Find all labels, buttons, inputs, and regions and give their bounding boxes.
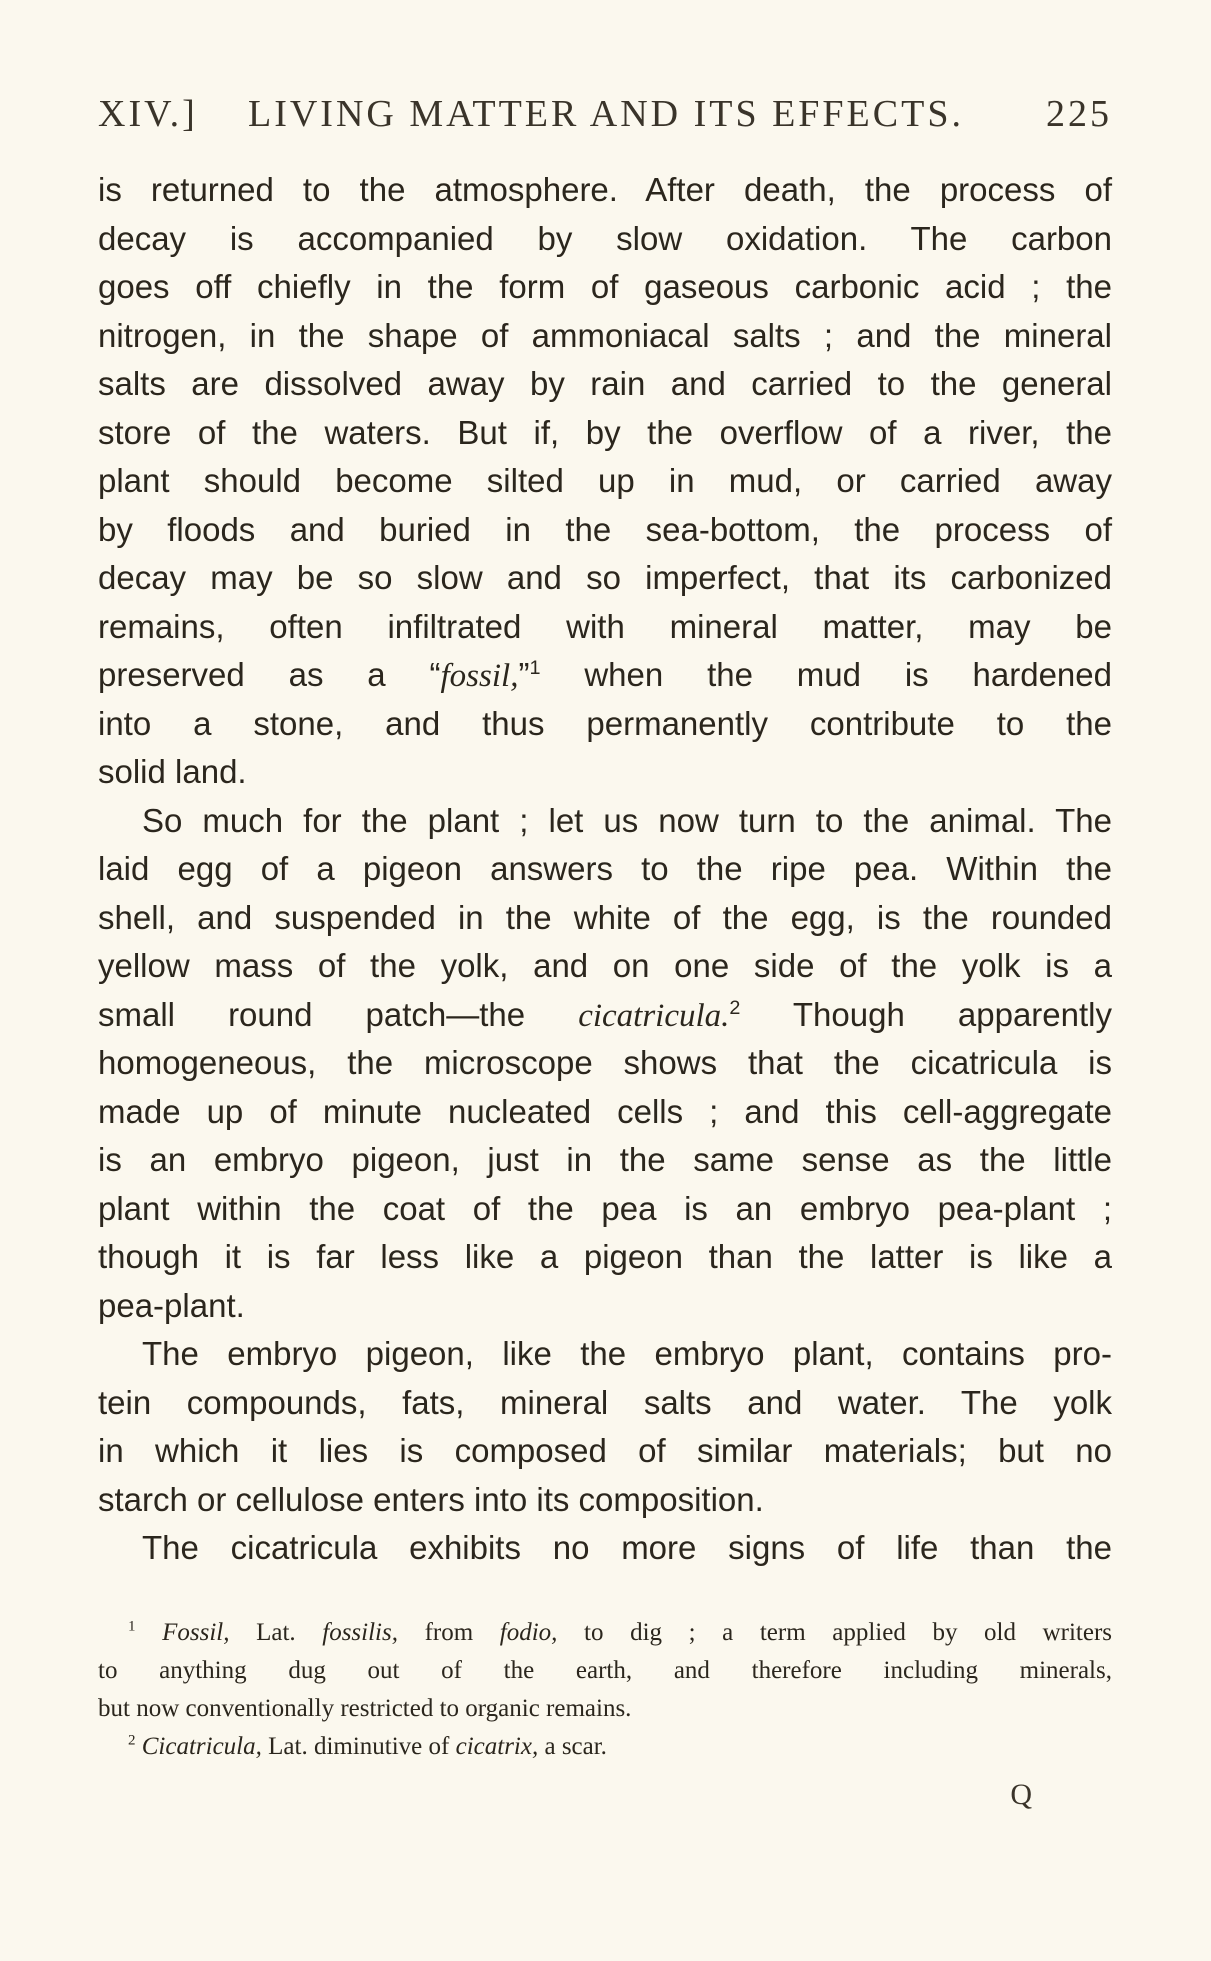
text-run: to dig ; a term applied by old writers [557, 1619, 1112, 1646]
text-line: into a stone, and thus permanently contribute to the [98, 704, 1112, 742]
text-line: The embryo pigeon, like the embryo plant, contains pro- [142, 1335, 1112, 1372]
footnote-ref-1: 1 [529, 657, 541, 679]
text-run: Though apparently [740, 995, 1112, 1033]
text-line: remains, often infiltrated with mineral matter, may be [98, 607, 1112, 645]
footnote-ref-2: 2 [729, 996, 741, 1019]
term-fossil: fossil, [440, 658, 519, 694]
text-line: by floods and buried in the sea-bottom, the process of [98, 510, 1112, 548]
footnote-2 [98, 1728, 1112, 1766]
text-run: ” [518, 656, 530, 693]
footnote-number: 2 [128, 1732, 136, 1749]
text-line: homogeneous, the microscope shows that the cicatricula is [98, 1044, 1112, 1081]
footnote-term: Cicatricula, [141, 1733, 262, 1760]
text-run: preserved as a “ [98, 656, 441, 693]
text-line: is returned to the atmosphere. After death, the process of [98, 171, 1112, 208]
text-line: plant should become silted up in mud, or carried away [98, 462, 1112, 499]
text-line: in which it lies is composed of similar materials; but no [98, 1432, 1112, 1469]
latin-word: fossilis, [322, 1619, 398, 1646]
latin-word: cicatrix, [455, 1733, 539, 1760]
text-line: store of the waters. But if, by the overflow of a river, the [98, 413, 1112, 451]
text-line: The cicatricula exhibits no more signs of life than the [142, 1529, 1112, 1566]
text-line: starch or cellulose enters into its composition. [98, 1480, 764, 1518]
text-line: though it is far less like a pigeon than the latter is like a [98, 1238, 1112, 1275]
footnote-line: but now conventionally restricted to organic remains. [98, 1695, 632, 1722]
text-run: Lat. diminutive of [261, 1733, 456, 1760]
text-line [98, 991, 1112, 1040]
footnote-line: to anything dug out of the earth, and therefore including minerals, [98, 1657, 1112, 1684]
footnote-number: 1 [128, 1618, 136, 1635]
text-line: laid egg of a pigeon answers to the ripe pea. Within the [98, 850, 1112, 887]
text-line: shell, and suspended in the white of the egg, is the rounded [98, 898, 1112, 936]
footnote-term: Fossil, [162, 1619, 230, 1646]
text-line: nitrogen, in the shape of ammoniacal salts ; and the mineral [98, 316, 1112, 354]
text-line: yellow mass of the yolk, and on one side of the yolk is a [98, 947, 1112, 984]
text-line: So much for the plant ; let us now turn to the animal. The [142, 801, 1112, 839]
footnote-1 [98, 1614, 1112, 1652]
page-number: 225 [1046, 93, 1112, 135]
text-run: Lat. [229, 1619, 323, 1646]
term-cicatricula: cicatricula. [578, 997, 730, 1034]
text-line: goes off chiefly in the form of gaseous carbonic acid ; the [98, 268, 1112, 305]
text-line: decay is accompanied by slow oxidation. The carbon [98, 219, 1112, 257]
text-line: plant within the coat of the pea is an embryo pea-plant ; [98, 1189, 1112, 1227]
signature-mark: Q [1010, 1778, 1032, 1811]
text-line: pea-plant. [98, 1286, 245, 1324]
footnotes [98, 1614, 1112, 1766]
running-title: LIVING MATTER AND ITS EFFECTS. [248, 93, 964, 135]
text-line: decay may be so slow and so imperfect, that its carbonized [98, 559, 1112, 596]
text-run: from [397, 1619, 500, 1646]
text-line: salts are dissolved away by rain and carried to the general [98, 365, 1112, 402]
text-line [98, 651, 1112, 700]
body-text [98, 166, 1112, 1573]
chapter-number: XIV.] [98, 93, 198, 135]
text-line: solid land. [98, 753, 247, 790]
text-run: small round patch—the [98, 995, 579, 1033]
text-line: tein compounds, fats, mineral salts and water. The yolk [98, 1383, 1112, 1421]
text-line: is an embryo pigeon, just in the same sense as the little [98, 1141, 1112, 1178]
text-line: made up of minute nucleated cells ; and this cell-aggregate [98, 1092, 1112, 1130]
text-run: when the mud is hardened [540, 656, 1112, 693]
latin-word: fodio, [499, 1619, 558, 1646]
text-run: a scar. [538, 1733, 607, 1760]
book-page [98, 0, 1112, 1961]
